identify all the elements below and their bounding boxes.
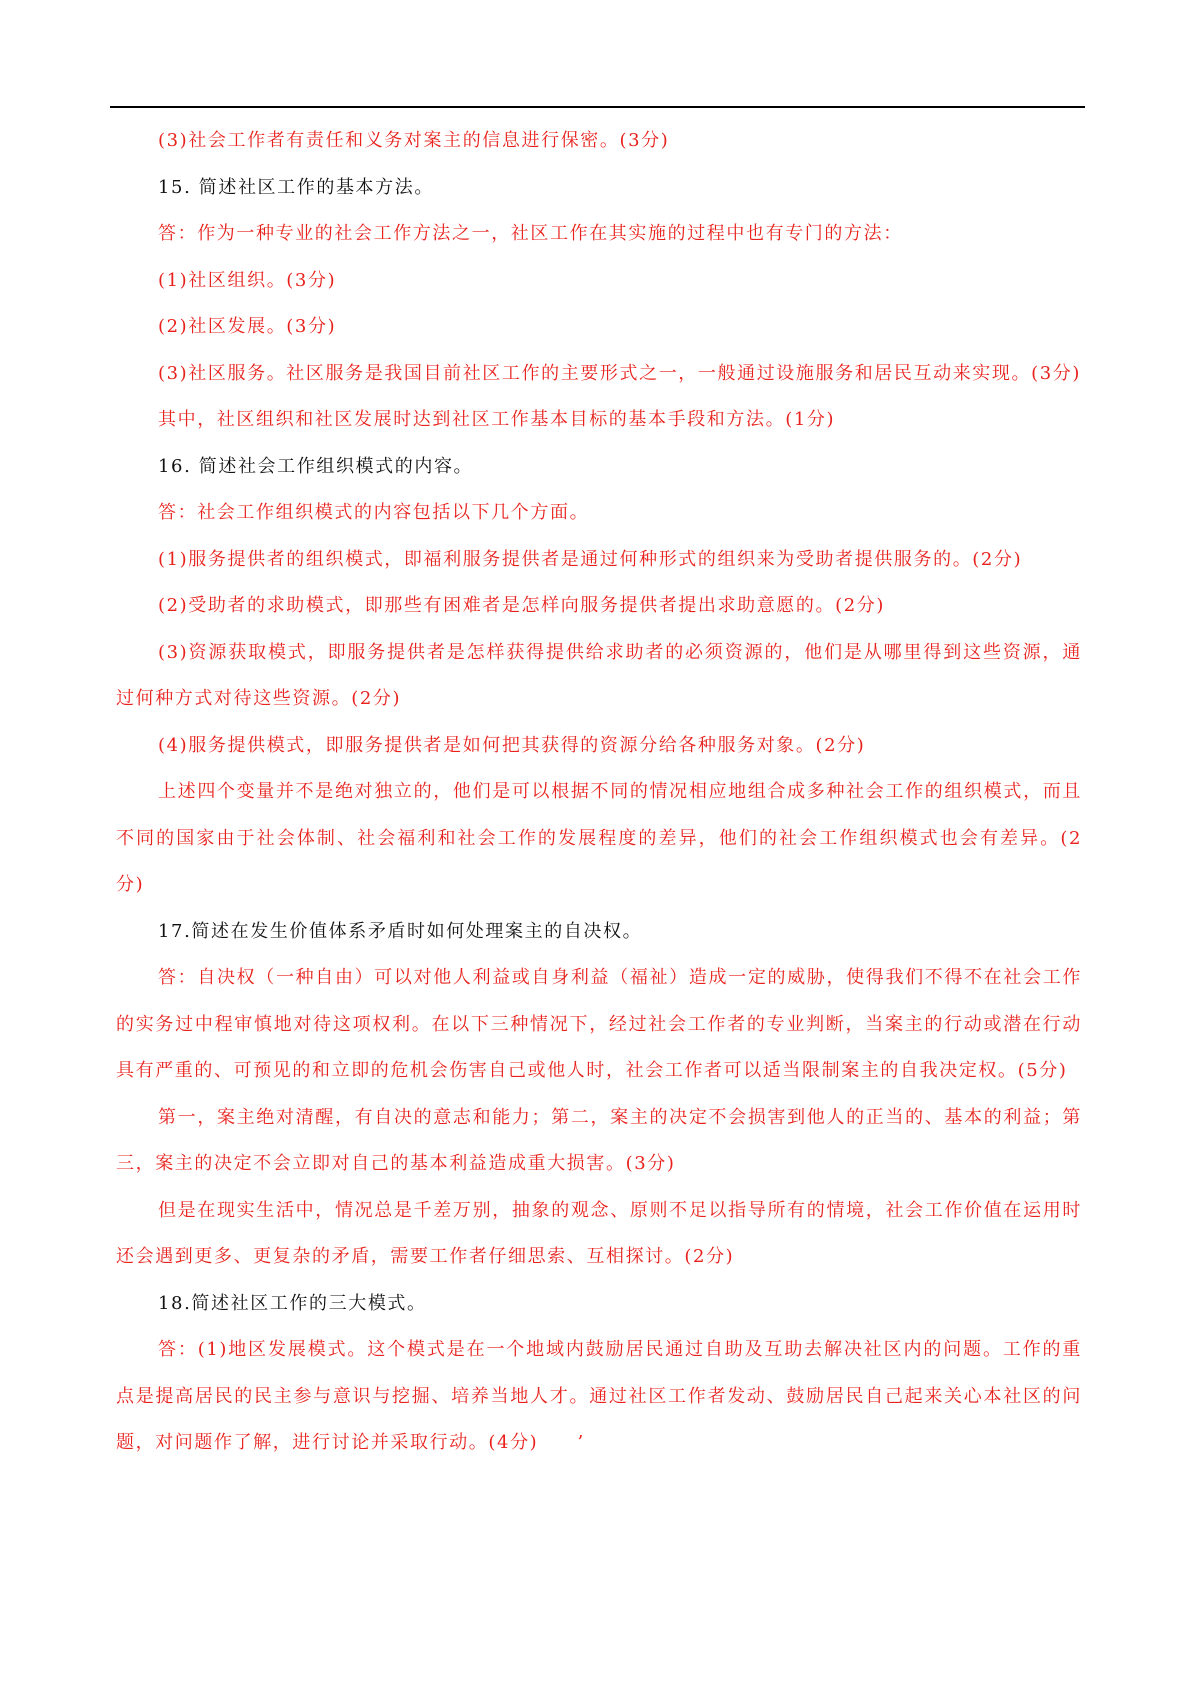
- answer-paragraph: (1)社区组织。(3分): [158, 269, 337, 291]
- question-heading: 18.简述社区工作的三大模式。: [158, 1292, 427, 1314]
- answer-paragraph: (4)服务提供模式，即服务提供者是如何把其获得的资源分给各种服务对象。(2分): [158, 734, 866, 756]
- answer-paragraph: (3)资源获取模式，即服务提供者是怎样获得提供给求助者的必须资源的，他们是从哪里得到这些资源，通过何种方式对待这些资源。(2分): [116, 641, 1082, 709]
- answer-paragraph: 上述四个变量并不是绝对独立的，他们是可以根据不同的情况相应地组合成多种社会工作的组织模式，而且不同的国家由于社会体制、社会福利和社会工作的发展程度的差异，他们的社会工作组织模式也会有差异。(2分): [116, 781, 1082, 895]
- answer-paragraph: 答：社会工作组织模式的内容包括以下几个方面。: [158, 502, 590, 523]
- answer-paragraph: (1)服务提供者的组织模式，即福利服务提供者是通过何种形式的组织来为受助者提供服务的。(2分): [158, 548, 1023, 570]
- header-rule: [110, 106, 1085, 108]
- answer-paragraph: 答：作为一种专业的社会工作方法之一，社区工作在其实施的过程中也有专门的方法：: [158, 223, 903, 244]
- answer-paragraph: (2)社区发展。(3分): [158, 316, 337, 337]
- answer-paragraph: (3)社区服务。社区服务是我国目前社区工作的主要形式之一，一般通过设施服务和居民互动来实现。(3分): [158, 362, 1081, 384]
- answer-paragraph: 但是在现实生活中，情况总是千差万别，抽象的观念、原则不足以指导所有的情境，社会工作价值在运用时还会遇到更多、更复杂的矛盾，需要工作者仔细思索、互相探讨。(2分): [116, 1199, 1082, 1267]
- document-body: [116, 118, 1082, 1467]
- answer-paragraph: (3)社会工作者有责任和义务对案主的信息进行保密。(3分): [158, 130, 670, 151]
- answer-paragraph: 其中，社区组织和社区发展时达到社区工作基本目标的基本手段和方法。(1分): [158, 409, 836, 430]
- answer-paragraph: (2)受助者的求助模式，即那些有困难者是怎样向服务提供者提出求助意愿的。(2分): [158, 595, 885, 616]
- question-heading: 15. 简述社区工作的基本方法。: [158, 176, 434, 198]
- question-heading: 16. 简述社会工作组织模式的内容。: [158, 455, 474, 477]
- answer-paragraph: 答：自决权（一种自由）可以对他人利益或自身利益（福祉）造成一定的威胁，使得我们不得不在社会工作的实务过中程审慎地对待这项权利。在以下三种情况下，经过社会工作者的专业判断，当案主的行动或潜在行动具有严重的、可预见的和立即的危机会伤害自己或他人时，社会工作者可以适当限制案主的自我决定权。(5分): [116, 967, 1082, 1081]
- answer-paragraph: 第一，案主绝对清醒，有自决的意志和能力；第二，案主的决定不会损害到他人的正当的、基本的利益；第三，案主的决定不会立即对自己的基本利益造成重大损害。(3分): [116, 1106, 1082, 1174]
- question-heading: 17.简述在发生价值体系矛盾时如何处理案主的自决权。: [158, 920, 643, 942]
- answer-paragraph: 答：(1)地区发展模式。这个模式是在一个地域内鼓励居民通过自助及互助去解决社区内的问题。工作的重点是提高居民的民主参与意识与挖掘、培养当地人才。通过社区工作者发动、鼓励居民自己起来关心本社区的问题，对问题作了解，进行讨论并采取行动。(4分) ’: [116, 1339, 1082, 1453]
